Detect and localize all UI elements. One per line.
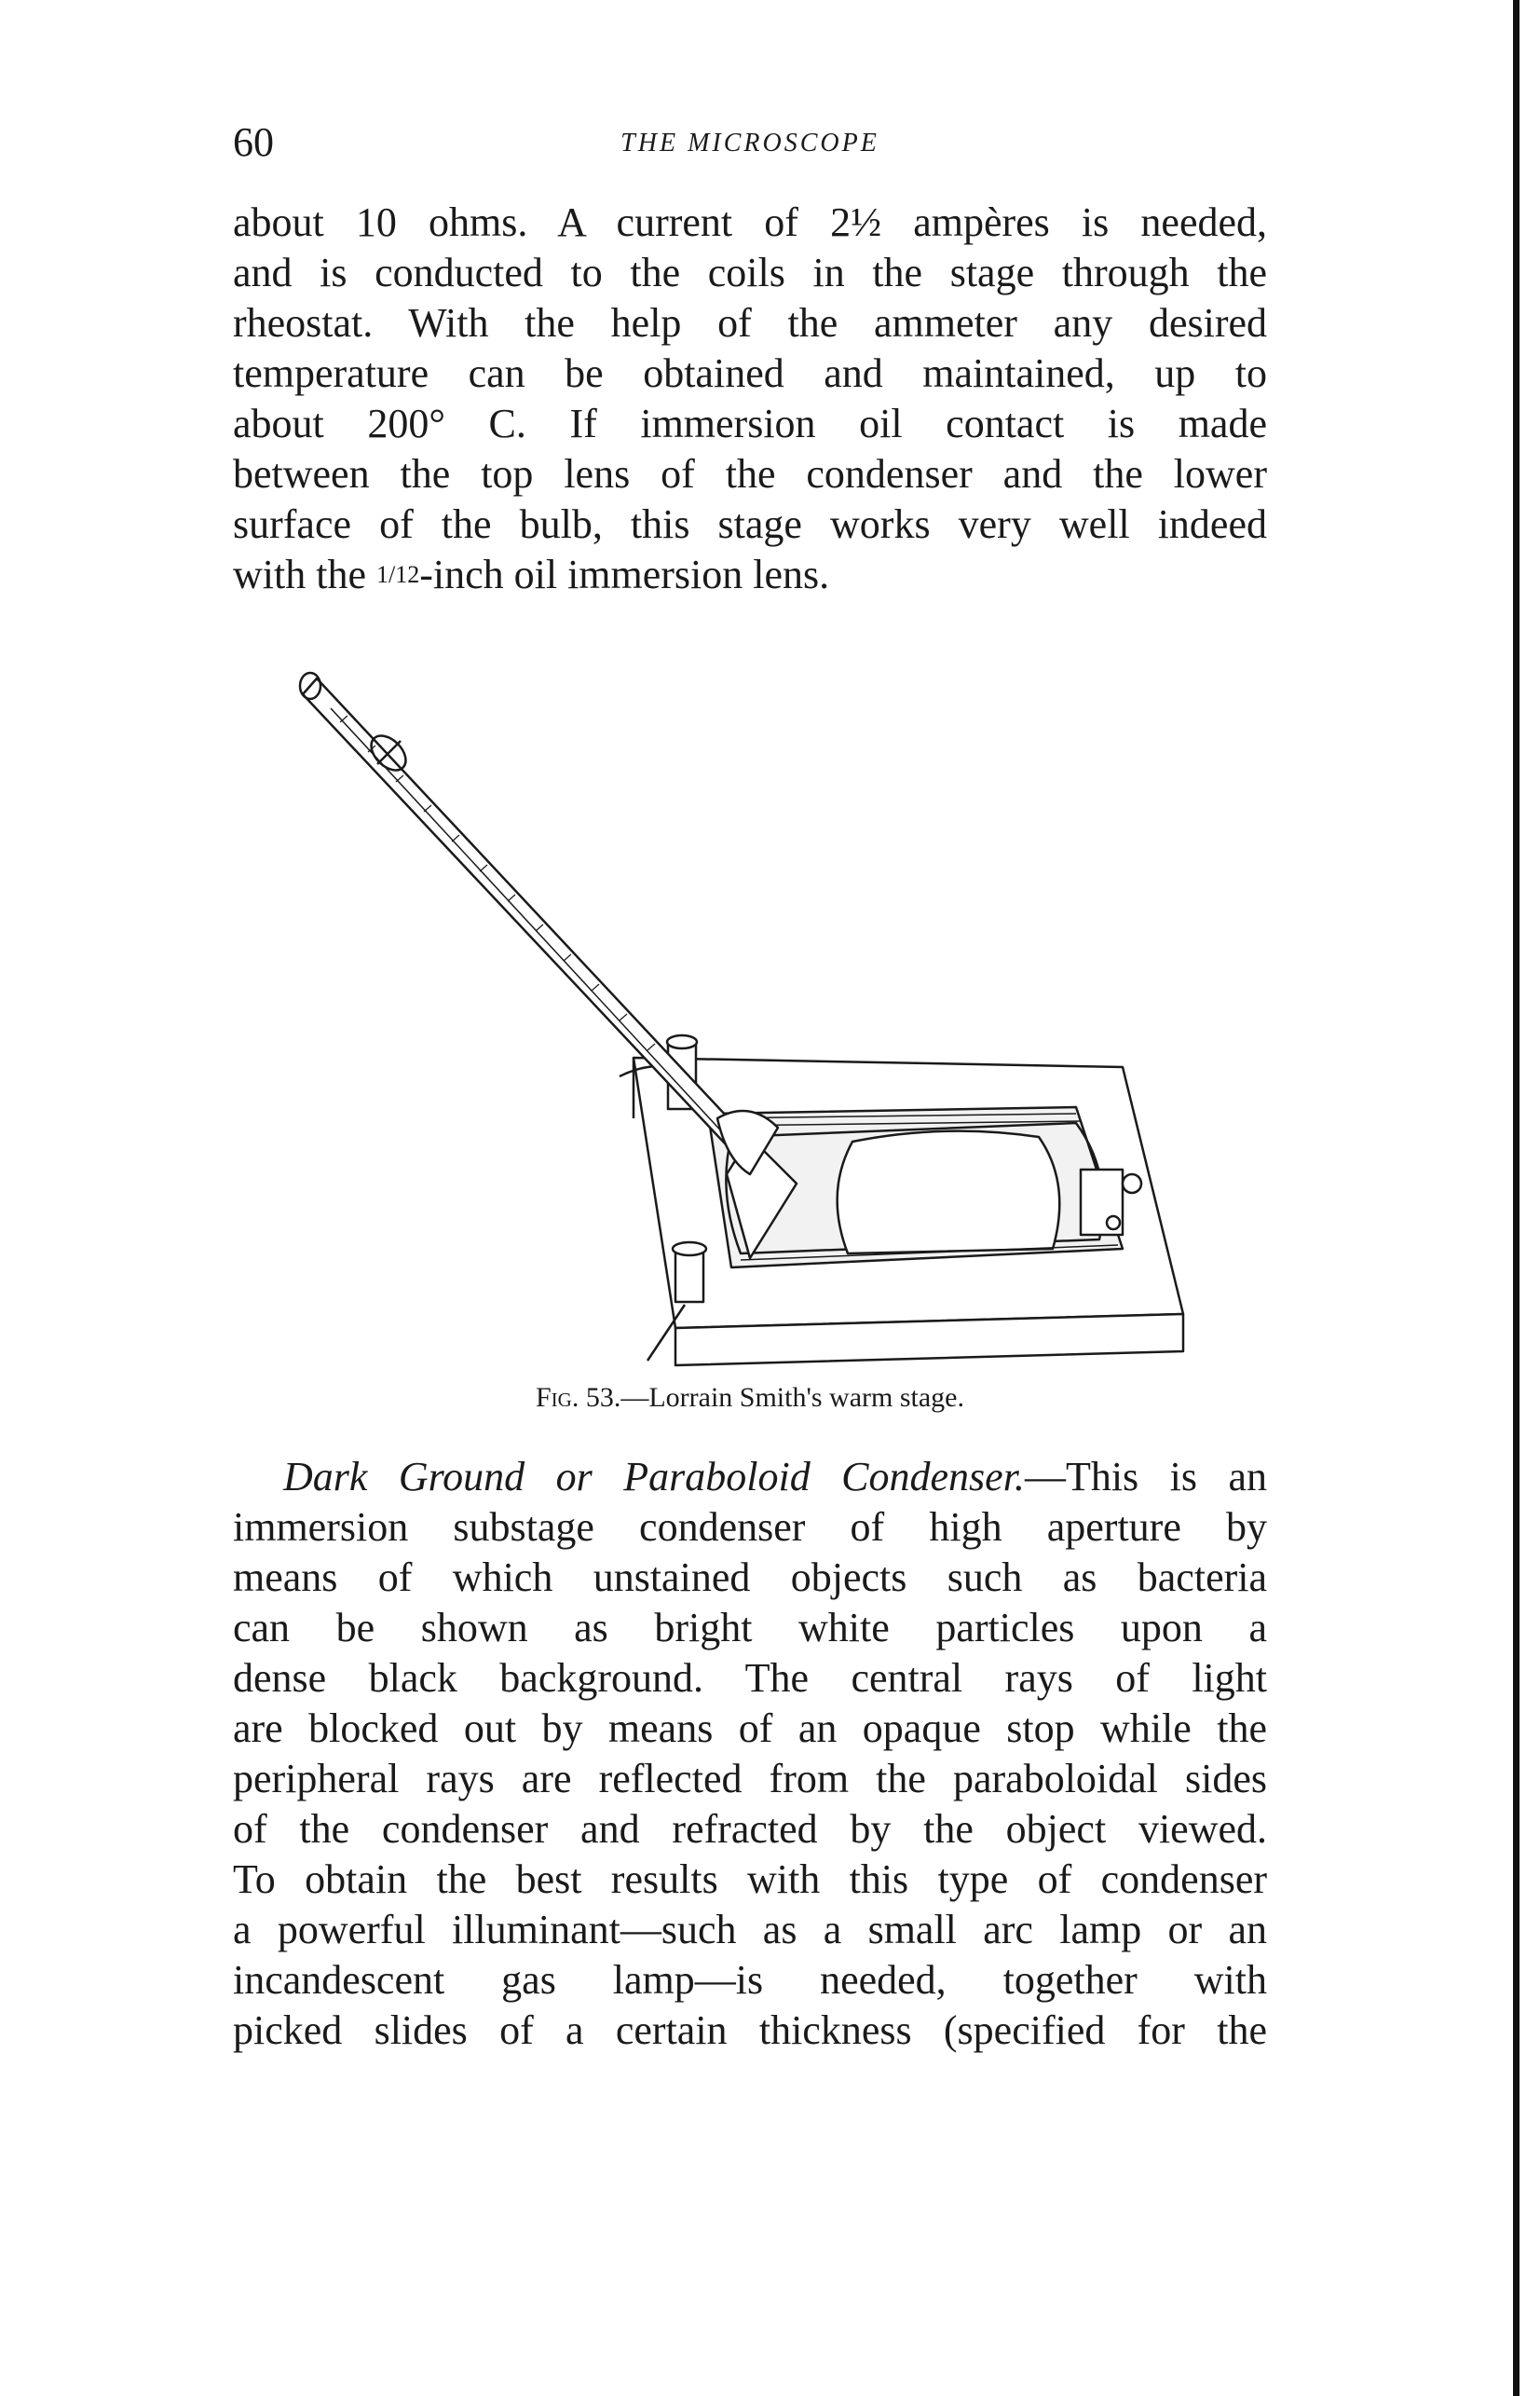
lens-fraction: 1/12 — [375, 561, 420, 588]
text-line: rheostat. With the help of the ammeter any desired — [233, 300, 1267, 346]
text-line: incandescent gas lamp—is needed, together with — [233, 1957, 1267, 2003]
text-line: are blocked out by means of an opaque stop while the — [233, 1705, 1267, 1751]
section-lead: Dark Ground or Paraboloid Condenser. — [283, 1454, 1025, 1499]
text-line: temperature can be obtained and maintained, up to — [233, 350, 1267, 396]
page-number: 60 — [233, 119, 274, 165]
warm-stage-figure — [182, 652, 1337, 1389]
text-line: about 10 ohms. A current of 2½ ampères is needed, — [233, 199, 1268, 245]
text-line: between the top lens of the condenser and the lower — [233, 451, 1267, 497]
text-line: Dark Ground or Paraboloid Condenser.—This is an — [283, 1454, 1267, 1499]
figure-caption — [233, 1381, 1267, 1415]
page-edge-rule — [1513, 0, 1520, 2396]
running-title: THE MICROSCOPE — [620, 129, 879, 157]
text-line: can be shown as bright white particles upon a — [233, 1605, 1267, 1650]
text-line: surface of the bulb, this stage works very well indeed — [233, 501, 1267, 547]
paragraph-dark-ground — [233, 1452, 1267, 2056]
text-line: dense black background. The central rays of light — [233, 1655, 1267, 1701]
text-line: means of which unstained objects such as bacteria — [233, 1554, 1267, 1600]
running-head — [233, 119, 1267, 166]
text-line: picked slides of a certain thickness (specified for the — [233, 2007, 1267, 2053]
caption-label: Fig. — [535, 1382, 579, 1413]
text-line: and is conducted to the coils in the stage through the — [233, 250, 1267, 295]
text-line: with the 1/12-inch oil immersion lens. — [233, 552, 830, 597]
paragraph-warm-stage — [233, 198, 1267, 600]
text-line: To obtain the best results with this type of condenser — [233, 1856, 1267, 1902]
text-line: immersion substage condenser of high aperture by — [233, 1504, 1267, 1550]
text-line: peripheral rays are reflected from the paraboloidal sides — [233, 1756, 1267, 1801]
text-line: of the condenser and refracted by the object viewed. — [233, 1806, 1267, 1852]
current-value: 2½ — [830, 199, 882, 245]
text-line: about 200° C. If immersion oil contact is made — [233, 401, 1267, 446]
text-line: a powerful illuminant—such as a small arc lamp or an — [233, 1907, 1267, 1952]
caption-text: 53.—Lorrain Smith's warm stage. — [579, 1382, 964, 1413]
